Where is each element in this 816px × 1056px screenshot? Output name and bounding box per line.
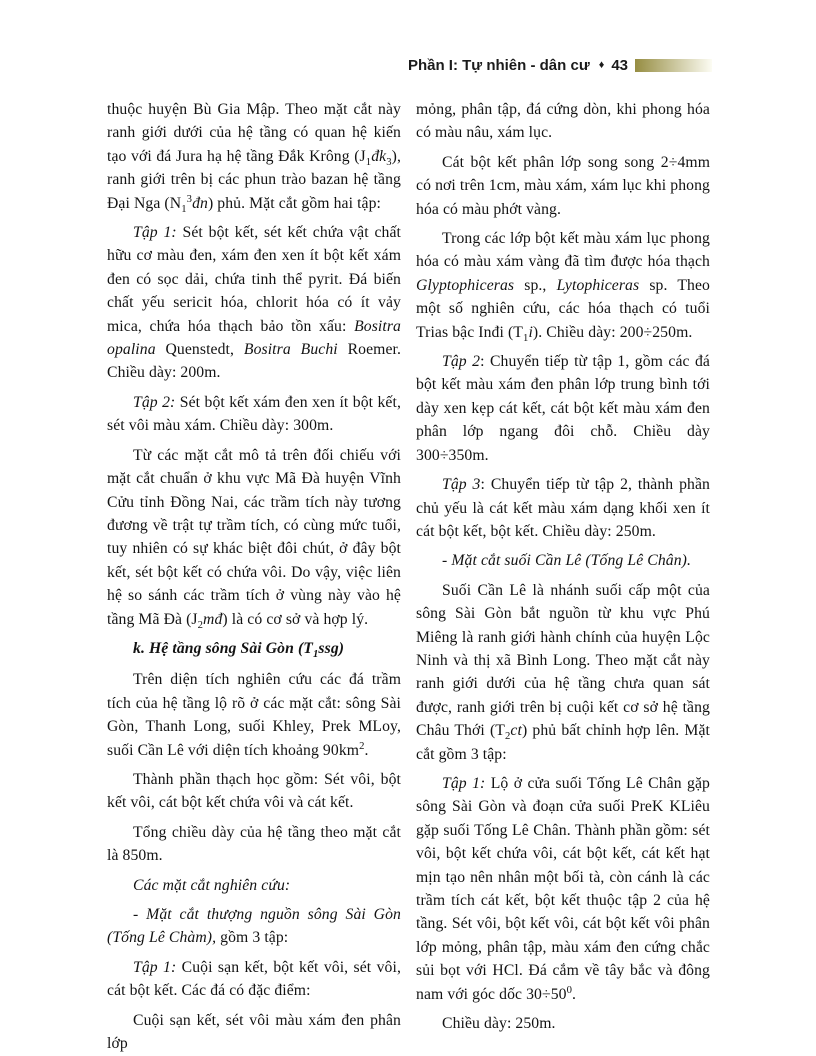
paragraph: thuộc huyện Bù Gia Mập. Theo mặt cắt này ranh giới dưới của hệ tầng có quan hệ kiến tạo với đá Jura hạ hệ tầng Đắk Krông $(J_1đk_3)$, ranh giới trên bị các phun trào bazan hệ tầng Đại Nga $(N_1^3đn)$ phủ. Mặt cắt gồm hai tập: — [107, 101, 401, 215]
paragraph: - Mặt cắt suối Cần Lê (Tống Lê Chân). — [442, 552, 692, 570]
paragraph: Từ các mặt cắt mô tả trên đối chiếu với mặt cắt chuẩn ở khu vực Mã Đà huyện Vĩnh Cửu tỉnh Đồng Nai, các trầm tích này tương đương về trật tự trầm tích, có cùng mức tuổi, tuy nhiên có sự khác biệt đôi chút, ở đây bột kết, sét bột kết có chứa vôi. Do vậy, việc liên hệ so sánh các trầm tích ở vùng này vào hệ tầng Mã Đà $(J_2mđ)$ là có cơ sở và hợp lý. — [107, 446, 401, 631]
header-gradient-bar — [635, 59, 712, 72]
paragraph: Tổng chiều dày của hệ tầng theo mặt cắt là 850m. — [107, 823, 401, 865]
paragraph: Tập 2: Chuyển tiếp từ tập 1, gồm các đá bột kết màu xám đen phân lớp trung bình tới dày xen kẹp cát kết, cát bột kết màu xám đen phân lớp ngang đôi chỗ. Chiều dày 300÷350m. — [416, 353, 710, 464]
page-number: 43 — [611, 56, 628, 74]
header-section-title: Phần I: Tự nhiên - dân cư — [407, 56, 590, 74]
paragraph: Suối Cần Lê là nhánh suối cấp một của sông Sài Gòn bắt nguồn từ khu vực Phú Miêng là ranh giới hành chính của huyện Lộc Ninh và thị xã Bình Long. Theo mặt cắt này ranh giới dưới của hệ tầng chưa quan sát được, ranh giới trên bị cuội kết cơ sở hệ tầng Châu Thới $(T_2ct)$ phủ bất chỉnh hợp lên. Mặt cắt gồm 3 tập: — [416, 581, 710, 763]
section-heading: k. Hệ tầng sông Sài Gòn $(T_1ssg)$ — [133, 639, 345, 661]
paragraph: Tập 3: Chuyển tiếp từ tập 2, thành phần chủ yếu là cát kết màu xám dạng khối xen ít cát bột kết, bột kết. Chiều dày: 250m. — [416, 476, 710, 540]
paragraph: Chiều dày: 250m. — [442, 1015, 556, 1033]
paragraph: - Mặt cắt thượng nguồn sông Sài Gòn (Tống Lê Chàm), gồm 3 tập: — [107, 906, 401, 947]
paragraph: Cát bột kết phân lớp song song 2÷4mm có nơi trên 1cm, màu xám, xám lục khi phong hóa có màu phớt vàng. — [416, 153, 710, 218]
paragraph: Tập 1: Sét bột kết, sét kết chứa vật chất hữu cơ màu đen, xám đen xen ít bột kết xám đen có sọc dải, chứa tinh thể pyrit. Đá biến chất yếu sericit hóa, chlorit hóa có ít vảy mica, chứa hóa thạch bảo tồn xấu: Bositra opalina Quenstedt, Bositra Buchi Roemer. Chiều dày: 200m. — [107, 224, 402, 382]
paragraph: Trên diện tích nghiên cứu các đá trầm tích của hệ tầng lộ rõ ở các mặt cắt: sông Sài Gòn, Thanh Long, suối Khley, Prek MLoy, suối Cần Lê với diện tích khoảng $90km^2$. — [107, 671, 401, 759]
paragraph: Các mặt cắt nghiên cứu: — [133, 876, 291, 894]
paragraph: Tập 1: Lộ ở cửa suối Tống Lê Chân gặp sông Sài Gòn và đoạn cửa suối PreK KLiêu gặp suối Tống Lê Chân. Thành phần gồm: sét vôi, bột kết chứa vôi, cát bột kết, cát kết hạt mịn tạo nên nhân một bối tà, còn cánh là các trầm tích cát kết, bột kết thuộc tập 2 của hệ tầng. Sét vôi, bột kết vôi, cát bột kết vôi phân lớp mỏng, phân tập, màu xám đen cứng chắc sủi bọt với HCl. Đá cắm về tây bắc và đông nam với góc dốc $30\div 50^0$. — [416, 774, 710, 1003]
left-column — [107, 98, 401, 1056]
paragraph: Tập 1: Cuội sạn kết, bột kết vôi, sét vôi, cát bột kết. Các đá có đặc điểm: — [107, 958, 401, 1000]
two-column-layout — [107, 98, 712, 1056]
diamond-icon: ♦ — [598, 59, 605, 71]
paragraph: mỏng, phân tập, đá cứng dòn, khi phong hóa có màu nâu, xám lục. — [416, 101, 710, 142]
paragraph: Trong các lớp bột kết màu xám lục phong hóa có màu xám vàng đã tìm được hóa thạch Glyptophiceras sp., Lytophiceras sp. Theo một số nghiên cứu, các hóa thạch có tuổi Trias bậc Inđi $(T_1i)$. Chiều dày: 200÷250m. — [416, 230, 710, 344]
right-column — [416, 98, 710, 1056]
paragraph: Cuội sạn kết, sét vôi màu xám đen phân lớp — [107, 1011, 401, 1053]
paragraph: Thành phần thạch học gồm: Sét vôi, bột kết vôi, cát bột kết chứa vôi và cát kết. — [107, 770, 401, 812]
page-header — [107, 56, 712, 74]
paragraph: Tập 2: Sét bột kết xám đen xen ít bột kết, sét vôi màu xám. Chiều dày: 300m. — [107, 393, 401, 435]
